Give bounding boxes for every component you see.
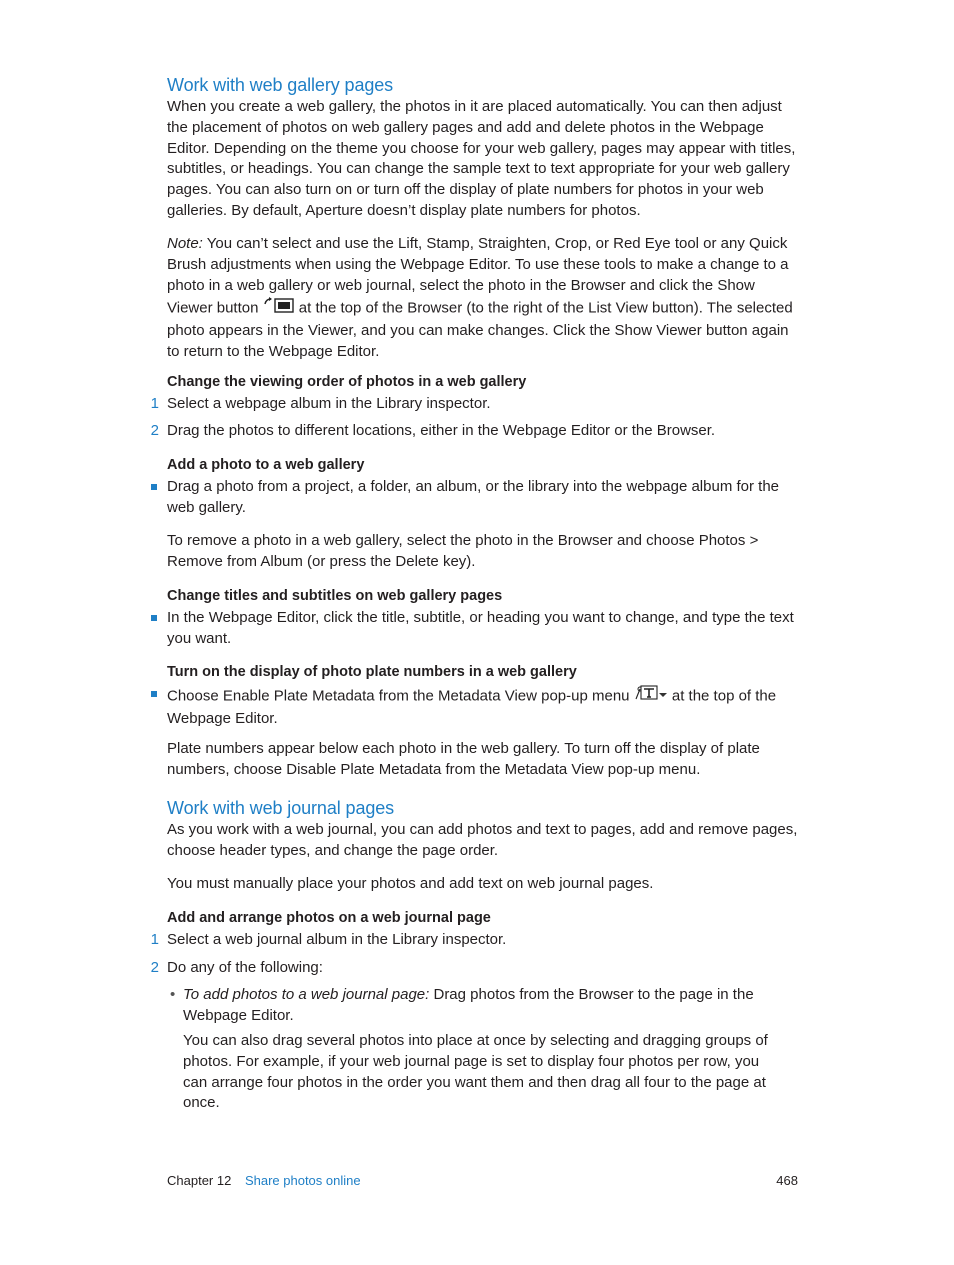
page-number: 468 [776,1173,798,1188]
task5-title: Add and arrange photos on a web journal page [167,910,491,926]
bullet-square [151,615,157,621]
sub-bullet-text: Drag photos from the Browser to the page in the Webpage Editor. [183,986,754,1024]
sub-bullet-more: You can also drag several photos into place at once by selecting and dragging groups of photos. For example, if your web journal page is set to display four photos per row, you can arrange four photos in the order you want them and then drag all four to the page at once. [183,1032,768,1112]
bullet-dot: • [170,986,176,1003]
step-text: Select a web journal album in the Library inspector. [167,931,507,948]
task5-step-1 [150,930,799,951]
show-viewer-icon [263,296,295,321]
task4-bullet [167,684,799,730]
note-text-1: You can’t select and use the Lift, Stamp, Straighten, Crop, or Red Eye tool or any Quick Brush adjustments when using the Webpage Editor. To use these tools to make a change to a photo in a web gallery or web journal, select the photo in the Browser and click the Show Viewer button [167,235,789,317]
task3-bullet [167,608,799,650]
bullet-square [151,484,157,490]
task4-title: Turn on the display of photo plate numbers in a web gallery [167,664,577,680]
task4-after: Plate numbers appear below each photo in the web gallery. To turn off the display of plate numbers, choose Disable Plate Metadata from the Metadata View pop-up menu. [167,740,760,778]
gallery-intro: When you create a web gallery, the photos in it are placed automatically. You can then adjust the placement of photos on web gallery pages and add and delete photos in the Webpage Editor. Depending on the theme you choose for your web gallery, pages may appear with titles, subtitles, or headings. You can change the sample text to text appropriate for your web gallery pages. You can also turn on or turn off the display of plate numbers for photos in your web galleries. By default, Aperture doesn’t display plate numbers for photos. [167,98,796,219]
footer-chapter [167,1173,361,1189]
sub-bullet [170,985,783,1027]
journal-manual: You must manually place your photos and add text on web journal pages. [167,875,654,892]
chapter-label: Chapter 12 [167,1173,232,1188]
task3-title: Change titles and subtitles on web gallery pages [167,588,503,604]
task1-title: Change the viewing order of photos in a web gallery [167,374,527,390]
task2-bullet [167,477,799,519]
task5-step-2 [150,958,799,979]
bullet-square [151,691,157,697]
task2-after: To remove a photo in a web gallery, select the photo in the Browser and choose Photos > Remove from Album (or press the Delete key). [167,532,759,570]
journal-heading: Work with web journal pages [167,798,395,818]
bullet-text: In the Webpage Editor, click the title, subtitle, or heading you want to change, and type the text you want. [167,609,794,647]
gallery-heading: Work with web gallery pages [167,75,394,95]
step-number: 1 [150,395,159,412]
step-number: 2 [150,422,159,439]
bullet-text-2: at the top of the Webpage Editor. [167,687,777,727]
task2-title: Add a photo to a web gallery [167,457,365,473]
bullet-text: Drag a photo from a project, a folder, an album, or the library into the webpage album for the web gallery. [167,478,780,516]
note-paragraph [167,234,799,363]
journal-intro: As you work with a web journal, you can add photos and text to pages, add and remove pages, choose header types, and change the page order. [167,821,798,859]
step-text: Select a webpage album in the Library inspector. [167,395,491,412]
bullet-text-1: Choose Enable Plate Metadata from the Metadata View pop-up menu [167,687,630,705]
note-text-2: at the top of the Browser (to the right of the List View button). The selected photo appears in the Viewer, and you can make changes. Click the Show Viewer button again to return to the Webpage Editor. [167,299,793,360]
step-number: 2 [150,959,159,976]
task1-step-2 [150,421,799,442]
chapter-title-link[interactable]: Share photos online [244,1173,361,1188]
step-text: Do any of the following: [167,959,323,976]
step-number: 1 [150,931,159,948]
task1-step-1 [150,394,799,415]
step-text: Drag the photos to different locations, either in the Webpage Editor or the Browser. [167,422,716,439]
note-label: Note: [167,235,203,252]
sub-bullet-label: To add photos to a web journal page: [183,986,430,1003]
metadata-view-icon [634,684,668,709]
